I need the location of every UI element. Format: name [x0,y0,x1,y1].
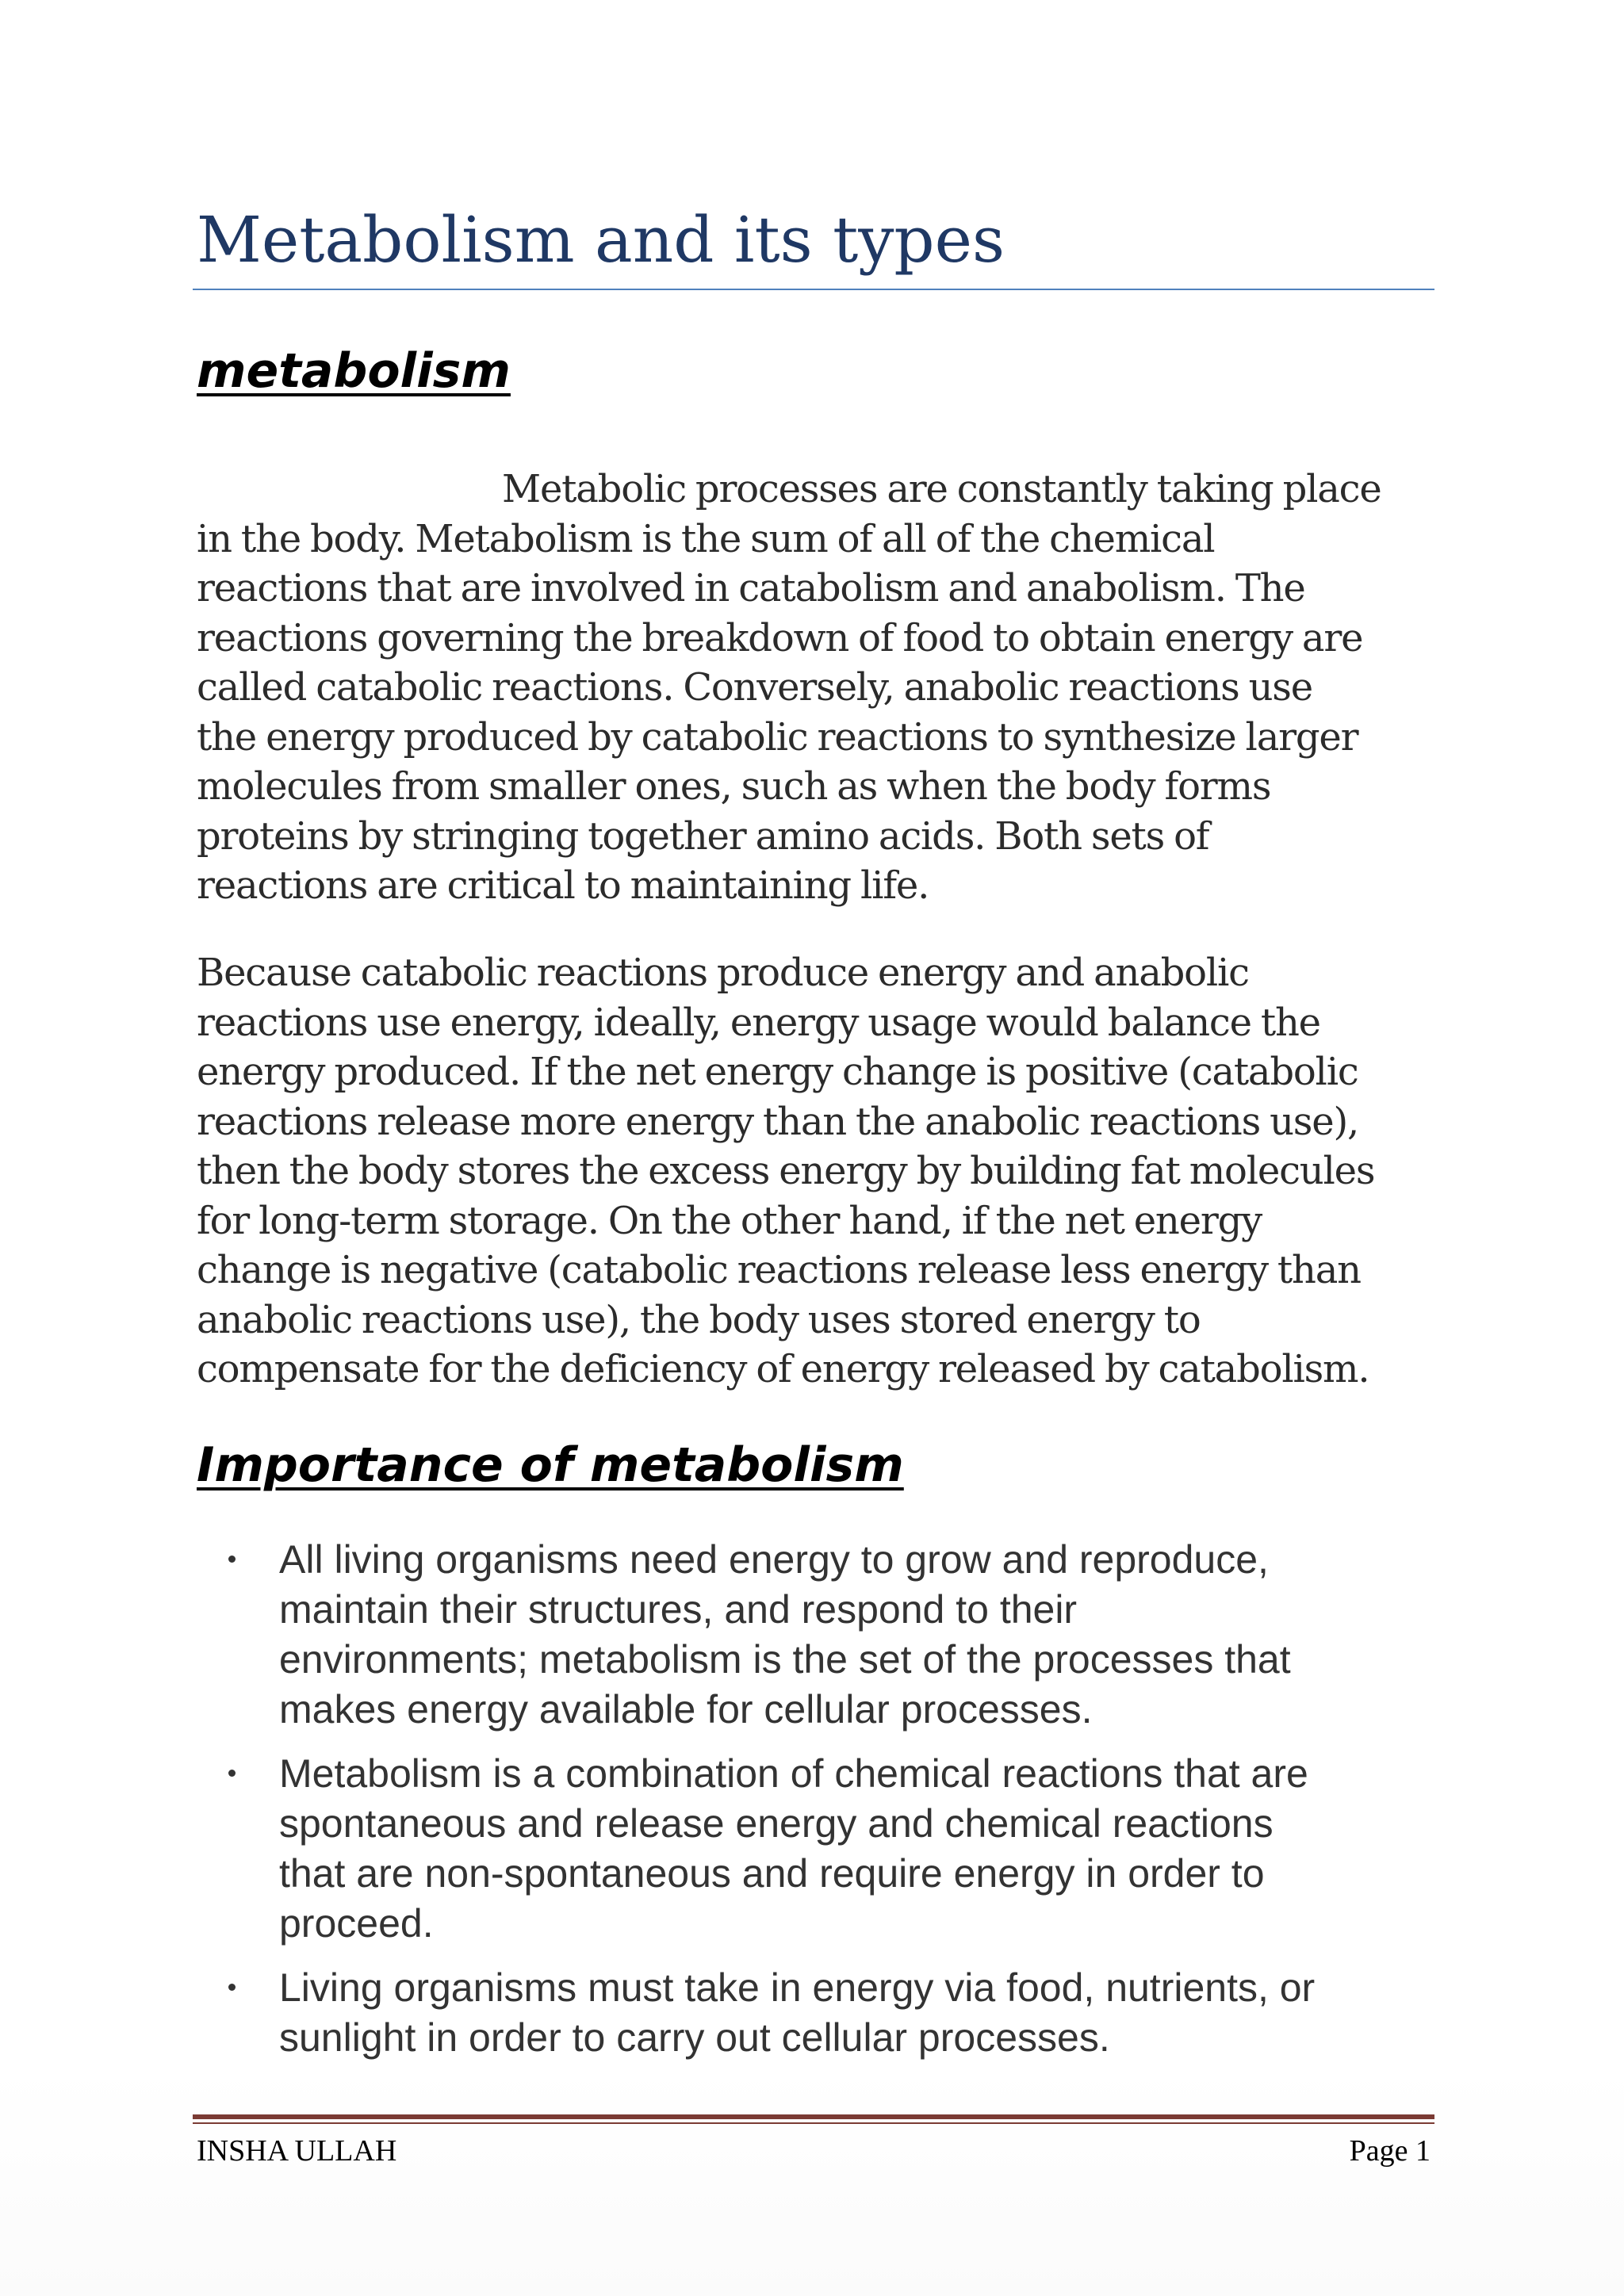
list-item-line: that are non-spontaneous and require energy in order to [279,1851,1265,1896]
list-item-line: spontaneous and release energy and chemical reactions [279,1801,1274,1846]
paragraph-line: reactions that are involved in catabolism and anabolism. The [197,566,1305,610]
paragraph-line: reactions use energy, ideally, energy usage would balance the [197,1000,1320,1045]
document-title: Metabolism and its types [197,203,1005,277]
paragraph-line: then the body stores the excess energy by building fat molecules [197,1149,1375,1193]
paragraph-line: Because catabolic reactions produce energy and anabolic [197,951,1249,995]
footer-rule-thick [193,2114,1434,2119]
list-item-line: proceed. [279,1901,434,1946]
paragraph-line: reactions are critical to maintaining life. [197,863,929,908]
paragraph-line: for long-term storage. On the other hand, if the net energy [197,1198,1262,1243]
list-item [197,1749,1434,1949]
list-item-line: All living organisms need energy to grow and reproduce, [279,1537,1269,1582]
paragraph-line: reactions governing the breakdown of food to obtain energy are [197,615,1363,660]
importance-bullet-list [197,1535,1434,2077]
metabolism-paragraph-2 [197,948,1434,1395]
metabolism-paragraph-1 [197,465,1434,911]
list-item-line: environments; metabolism is the set of the processes that [279,1637,1291,1682]
paragraph-line: called catabolic reactions. Conversely, anabolic reactions use [197,665,1312,710]
paragraph-line: anabolic reactions use), the body uses stored energy to [197,1297,1201,1342]
bullet-dot-icon [228,1984,236,1991]
paragraph-line: energy produced. If the net energy change is positive (catabolic [197,1050,1358,1094]
list-item-line: makes energy available for cellular processes. [279,1687,1093,1732]
paragraph-line: reactions release more energy than the anabolic reactions use), [197,1099,1359,1144]
paragraph-line: compensate for the deficiency of energy released by catabolism. [197,1347,1369,1391]
list-item-line: sunlight in order to carry out cellular processes. [279,2015,1110,2060]
bullet-dot-icon [228,1770,236,1777]
paragraph-line: molecules from smaller ones, such as when the body forms [197,764,1271,809]
footer-page-number: Page 1 [1349,2134,1431,2168]
paragraph-line: change is negative (catabolic reactions release less energy than [197,1248,1361,1292]
footer-rule-thin [193,2122,1434,2124]
footer-author: INSHA ULLAH [197,2134,397,2168]
list-item [197,1963,1434,2063]
list-item-line: maintain their structures, and respond to their [279,1587,1078,1632]
list-item [197,1535,1434,1735]
paragraph-line: in the body. Metabolism is the sum of all of the chemical [197,516,1215,561]
title-underline-rule [193,289,1434,290]
paragraph-line: proteins by stringing together amino acids. Both sets of [197,813,1209,859]
list-item-line: Metabolism is a combination of chemical reactions that are [279,1751,1308,1796]
paragraph-line: Metabolic processes are constantly taking place [502,467,1381,511]
bullet-dot-icon [228,1556,236,1563]
paragraph-line: the energy produced by catabolic reactions to synthesize larger [197,714,1358,760]
section-heading-metabolism: metabolism [197,343,511,399]
section-heading-importance: Importance of metabolism [197,1437,904,1493]
list-item-line: Living organisms must take in energy via food, nutrients, or [279,1965,1316,2010]
